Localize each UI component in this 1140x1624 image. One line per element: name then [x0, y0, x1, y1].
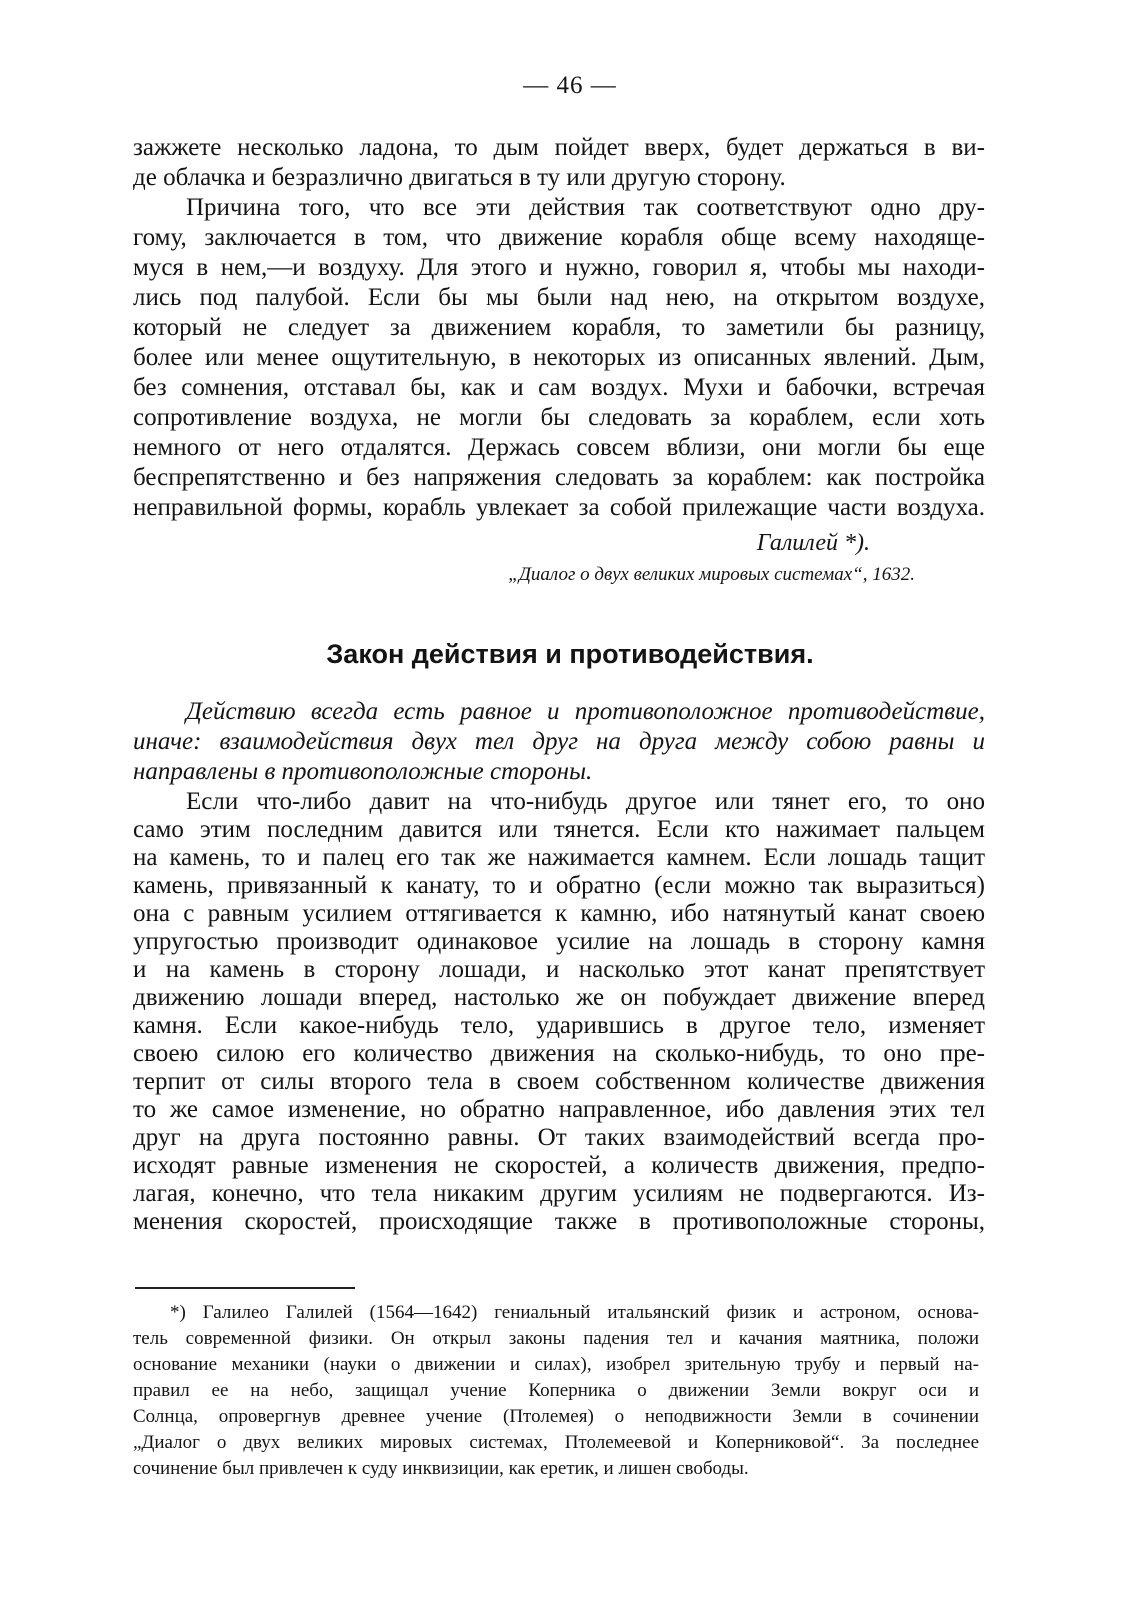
text-line: муся в нем,—и воздуху. Для этого и нужно, говорил я, чтобы мы находи-: [133, 254, 985, 281]
footnote-line: тель современной физики. Он открыл законы падения тел и качания маятника, положи: [133, 1328, 979, 1349]
text-line: и на камень в сторону лошади, и насколько этот канат препятствует: [133, 956, 985, 983]
text-line: само этим последним давится или тянется. Если кто нажимает пальцем: [133, 816, 985, 843]
text-line: де облачка и безразлично двигаться в ту или другую сторону.: [133, 164, 786, 191]
text-line: более или менее ощутительную, в некоторых из описанных явлений. Дым,: [133, 344, 985, 371]
law-line: направлены в противоположные стороны.: [133, 758, 593, 785]
text-line: терпит от силы второго тела в своем собственном количестве движения: [133, 1068, 985, 1095]
page-number: — 46 —: [523, 72, 617, 99]
text-line: друг на друга постоянно равны. От таких взаимодействий всегда про-: [133, 1124, 985, 1151]
text-line: движению лошади вперед, настолько же он побуждает движение вперед: [133, 984, 985, 1011]
text-line: то же самое изменение, но обратно направленное, ибо давления этих тел: [133, 1096, 985, 1123]
footnote-line: правил ее на небо, защищал учение Коперника о движении Земли вокруг оси и: [133, 1380, 979, 1401]
text-line: Причина того, что все эти действия так соответствуют одно дру-: [186, 194, 985, 221]
text-line: гому, заключается в том, что движение корабля обще всему находяще-: [133, 224, 985, 251]
footnote-line: основание механики (науки о движении и силах), изобрел зрительную трубу и первый на-: [133, 1354, 979, 1375]
text-line: зажжете несколько ладона, то дым пойдет вверх, будет держаться в ви-: [133, 134, 985, 161]
text-line: который не следует за движением корабля, то заметили бы разницу,: [133, 314, 985, 341]
text-line: упругостью производит одинаковое усилие на лошадь в сторону камня: [133, 928, 985, 955]
text-line: без сомнения, отставал бы, как и сам воздух. Мухи и бабочки, встречая: [133, 374, 985, 401]
footnote-line: сочинение был привлечен к суду инквизиции, как еретик, и лишен свободы.: [133, 1458, 749, 1479]
text-line: своею силою его количество движения на сколько-нибудь, то оно пре-: [133, 1040, 985, 1067]
text-line: беспрепятственно и без напряжения следовать за кораблем: как постройка: [133, 464, 985, 491]
text-line: на камень, то и палец его так же нажимается камнем. Если лошадь тащит: [133, 844, 985, 871]
text-line: сопротивление воздуха, не могли бы следовать за кораблем, если хоть: [133, 404, 985, 431]
signature: Галилей *).: [756, 530, 870, 556]
footnote-rule: [135, 1287, 355, 1289]
footnote-line: „Диалог о двух великих мировых системах, Птолемеевой и Коперниковой“. За последнее: [133, 1432, 979, 1453]
source-citation: „Диалог о двух великих мировых системах“, 1632.: [508, 564, 915, 585]
law-line: иначе: взаимодействия двух тел друг на друга между собою равны и: [133, 728, 985, 755]
text-line: она с равным усилием оттягивается к камню, ибо натянутый канат своею: [133, 900, 985, 927]
text-line: камень, привязанный к канату, то и обратно (если можно так выразиться): [133, 872, 985, 899]
footnote-line: *) Галилео Галилей (1564—1642) гениальный итальянский физик и астроном, основа-: [170, 1302, 979, 1323]
text-line: камня. Если какое-нибудь тело, ударившись в другое тело, изменяет: [133, 1012, 985, 1039]
text-line: Если что-либо давит на что-нибудь другое или тянет его, то оно: [186, 788, 985, 815]
text-line: неправильной формы, корабль увлекает за собой прилежащие части воздуха.: [133, 494, 985, 521]
text-line: немного от него отдалятся. Держась совсем вблизи, они могли бы еще: [133, 434, 985, 461]
footnote-line: Солнца, опровергнув древнее учение (Птолемея) о неподвижности Земли в сочинении: [133, 1406, 979, 1427]
text-line: исходят равные изменения не скоростей, а количеств движения, предпо-: [133, 1152, 985, 1179]
section-title: Закон действия и противодействия.: [326, 639, 814, 669]
law-line: Действию всегда есть равное и противоположное противодействие,: [186, 698, 985, 725]
text-line: менения скоростей, происходящие также в противоположные стороны,: [133, 1208, 985, 1235]
text-line: лись под палубой. Если бы мы были над нею, на открытом воздухе,: [133, 284, 985, 311]
text-line: лагая, конечно, что тела никаким другим усилиям не подвергаются. Из-: [133, 1180, 985, 1207]
